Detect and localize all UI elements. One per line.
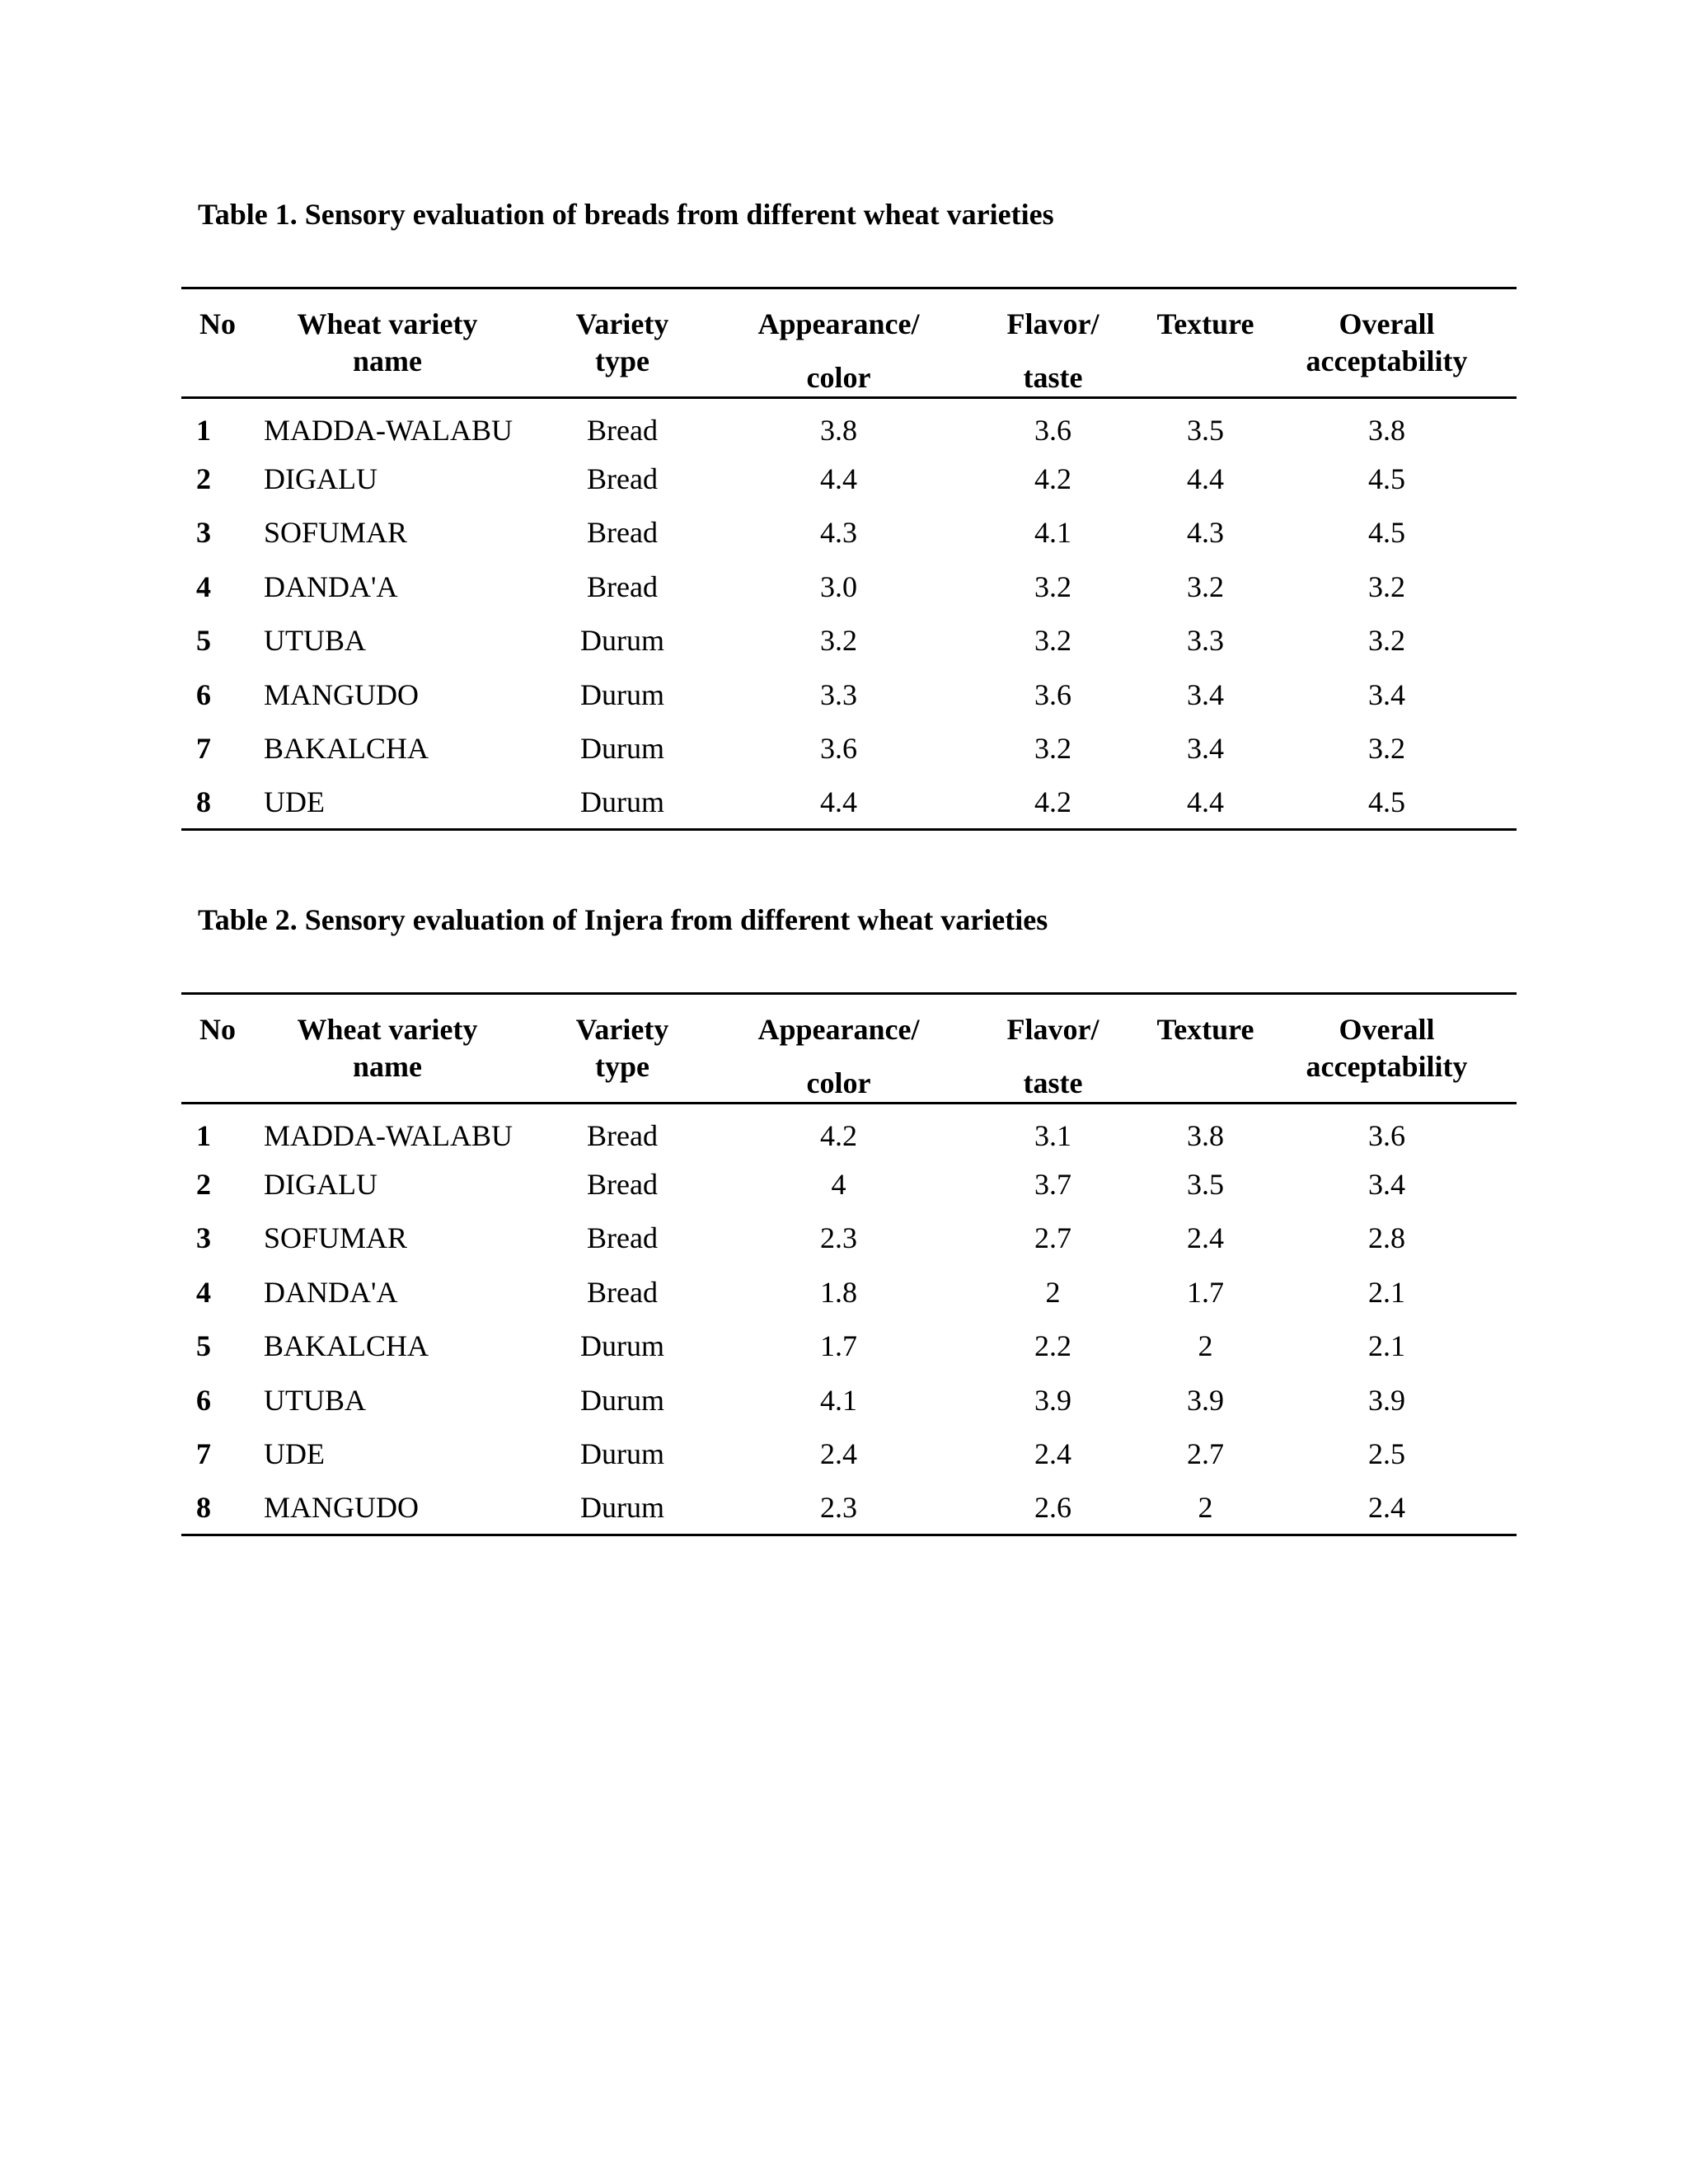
header-no: No (199, 1013, 236, 1046)
header-flavor: Flavor/ taste (1006, 307, 1100, 394)
cell-overall: 3.2 (1368, 624, 1405, 658)
cell-no: 1 (196, 414, 211, 447)
cell-texture: 2 (1198, 1491, 1213, 1524)
cell-no: 5 (196, 624, 211, 658)
cell-variety-name: UTUBA (264, 624, 366, 658)
table-row (181, 452, 1517, 506)
table-row (181, 1319, 1517, 1374)
cell-texture: 4.4 (1187, 462, 1224, 495)
cell-appearance: 3.0 (820, 569, 857, 603)
cell-variety-type: Durum (580, 677, 664, 711)
cell-no: 2 (196, 1167, 211, 1201)
header-row (181, 994, 1517, 1104)
cell-appearance: 4.4 (820, 462, 857, 495)
cell-overall: 2.4 (1368, 1491, 1405, 1524)
cell-overall: 3.6 (1368, 1119, 1405, 1152)
cell-variety-name: BAKALCHA (264, 1329, 429, 1363)
table-1-body (181, 398, 1517, 830)
header-flavor: Flavor/ taste (1006, 1013, 1100, 1099)
cell-overall: 3.2 (1368, 732, 1405, 766)
cell-variety-name: DANDA'A (264, 569, 398, 603)
cell-variety-type: Bread (587, 569, 658, 603)
header-overall: Overall acceptability (1306, 1013, 1468, 1083)
cell-texture: 3.4 (1187, 677, 1224, 711)
cell-texture: 2.4 (1187, 1221, 1224, 1255)
table-1-header (181, 288, 1517, 398)
cell-flavor: 3.2 (1034, 732, 1071, 766)
cell-overall: 2.1 (1368, 1329, 1405, 1363)
cell-texture: 2.7 (1187, 1437, 1224, 1471)
cell-variety-type: Bread (587, 1221, 658, 1255)
cell-overall: 3.2 (1368, 569, 1405, 603)
table-2-body (181, 1104, 1517, 1535)
cell-variety-type: Durum (580, 624, 664, 658)
cell-flavor: 2.4 (1034, 1437, 1071, 1471)
cell-texture: 3.5 (1187, 1167, 1224, 1201)
cell-texture: 3.8 (1187, 1119, 1224, 1152)
cell-variety-name: DIGALU (264, 1167, 377, 1201)
cell-no: 7 (196, 1437, 211, 1471)
table-row (181, 506, 1517, 560)
cell-overall: 2.5 (1368, 1437, 1405, 1471)
cell-overall: 3.4 (1368, 1167, 1405, 1201)
cell-variety-type: Bread (587, 414, 658, 447)
cell-flavor: 3.6 (1034, 414, 1071, 447)
table-1-caption: Table 1. Sensory evaluation of breads from different wheat varieties (198, 198, 1054, 231)
cell-flavor: 2.2 (1034, 1329, 1071, 1363)
cell-variety-name: DANDA'A (264, 1275, 398, 1309)
cell-flavor: 4.2 (1034, 785, 1071, 818)
cell-variety-name: MANGUDO (264, 677, 419, 711)
table-row (181, 1157, 1517, 1212)
cell-no: 8 (196, 785, 211, 818)
cell-variety-type: Durum (580, 785, 664, 818)
table-row (181, 1373, 1517, 1427)
cell-no: 5 (196, 1329, 211, 1363)
cell-no: 1 (196, 1119, 211, 1152)
header-texture: Texture (1156, 1013, 1254, 1046)
table-2 (181, 992, 1517, 1536)
cell-flavor: 3.1 (1034, 1119, 1071, 1152)
cell-overall: 3.9 (1368, 1383, 1405, 1417)
cell-appearance: 4.3 (820, 516, 857, 550)
table-row (181, 1104, 1517, 1158)
header-variety-name: Wheat variety name (297, 1013, 478, 1083)
cell-appearance: 4.1 (820, 1383, 857, 1417)
header-appearance: Appearance/ color (757, 307, 920, 394)
header-variety-type: Variety type (575, 1013, 669, 1083)
table-row (181, 1265, 1517, 1319)
cell-overall: 4.5 (1368, 462, 1405, 495)
cell-no: 8 (196, 1491, 211, 1524)
cell-appearance: 3.8 (820, 414, 857, 447)
cell-no: 4 (196, 569, 211, 603)
table-row (181, 1427, 1517, 1482)
cell-variety-name: SOFUMAR (264, 516, 408, 550)
header-row (181, 288, 1517, 398)
cell-no: 2 (196, 462, 211, 495)
table-row (181, 722, 1517, 776)
table-row (181, 776, 1517, 830)
cell-flavor: 2 (1045, 1275, 1061, 1309)
cell-variety-type: Durum (580, 1329, 664, 1363)
cell-texture: 3.3 (1187, 624, 1224, 658)
cell-flavor: 2.6 (1034, 1491, 1071, 1524)
cell-no: 3 (196, 516, 211, 550)
cell-variety-name: SOFUMAR (264, 1221, 408, 1255)
cell-appearance: 1.7 (820, 1329, 857, 1363)
cell-texture: 3.4 (1187, 732, 1224, 766)
cell-overall: 2.1 (1368, 1275, 1405, 1309)
cell-variety-name: DIGALU (264, 462, 377, 495)
cell-variety-type: Bread (587, 1167, 658, 1201)
cell-variety-name: BAKALCHA (264, 732, 429, 766)
cell-flavor: 4.2 (1034, 462, 1071, 495)
cell-no: 4 (196, 1275, 211, 1309)
table-2-header (181, 994, 1517, 1104)
cell-flavor: 3.9 (1034, 1383, 1071, 1417)
cell-variety-type: Bread (587, 516, 658, 550)
cell-flavor: 3.2 (1034, 624, 1071, 658)
cell-texture: 3.2 (1187, 569, 1224, 603)
cell-texture: 3.5 (1187, 414, 1224, 447)
cell-flavor: 2.7 (1034, 1221, 1071, 1255)
cell-appearance: 3.3 (820, 677, 857, 711)
cell-appearance: 2.3 (820, 1491, 857, 1524)
cell-texture: 4.4 (1187, 785, 1224, 818)
header-texture: Texture (1156, 307, 1254, 340)
cell-no: 6 (196, 677, 211, 711)
header-appearance: Appearance/ color (757, 1013, 920, 1099)
table-row (181, 398, 1517, 452)
cell-variety-name: UDE (264, 785, 325, 818)
cell-variety-name: UTUBA (264, 1383, 366, 1417)
cell-no: 6 (196, 1383, 211, 1417)
cell-variety-type: Durum (580, 1437, 664, 1471)
cell-overall: 4.5 (1368, 516, 1405, 550)
cell-appearance: 3.6 (820, 732, 857, 766)
cell-appearance: 4.4 (820, 785, 857, 818)
table-row (181, 614, 1517, 668)
table-row (181, 1212, 1517, 1266)
cell-overall: 3.4 (1368, 677, 1405, 711)
cell-variety-type: Bread (587, 462, 658, 495)
cell-variety-name: UDE (264, 1437, 325, 1471)
cell-variety-name: MADDA-WALABU (264, 1119, 513, 1152)
cell-overall: 4.5 (1368, 785, 1405, 818)
header-variety-type: Variety type (575, 307, 669, 377)
header-no: No (199, 307, 236, 340)
cell-appearance: 4.2 (820, 1119, 857, 1152)
cell-overall: 2.8 (1368, 1221, 1405, 1255)
table-1 (181, 287, 1517, 831)
cell-appearance: 1.8 (820, 1275, 857, 1309)
table-row (181, 668, 1517, 722)
cell-no: 3 (196, 1221, 211, 1255)
cell-texture: 3.9 (1187, 1383, 1224, 1417)
cell-texture: 1.7 (1187, 1275, 1224, 1309)
header-overall: Overall acceptability (1306, 307, 1468, 377)
table-row (181, 560, 1517, 614)
table-2-caption: Table 2. Sensory evaluation of Injera from different wheat varieties (198, 903, 1048, 936)
cell-flavor: 3.2 (1034, 569, 1071, 603)
table-row (181, 1481, 1517, 1535)
cell-texture: 2 (1198, 1329, 1213, 1363)
cell-variety-type: Durum (580, 1491, 664, 1524)
cell-flavor: 4.1 (1034, 516, 1071, 550)
cell-appearance: 4 (831, 1167, 846, 1201)
cell-appearance: 2.4 (820, 1437, 857, 1471)
cell-appearance: 3.2 (820, 624, 857, 658)
cell-flavor: 3.6 (1034, 677, 1071, 711)
cell-variety-type: Bread (587, 1119, 658, 1152)
header-variety-name: Wheat variety name (297, 307, 478, 377)
cell-appearance: 2.3 (820, 1221, 857, 1255)
cell-variety-type: Durum (580, 732, 664, 766)
cell-texture: 4.3 (1187, 516, 1224, 550)
cell-flavor: 3.7 (1034, 1167, 1071, 1201)
cell-variety-type: Durum (580, 1383, 664, 1417)
cell-overall: 3.8 (1368, 414, 1405, 447)
cell-no: 7 (196, 732, 211, 766)
cell-variety-name: MADDA-WALABU (264, 414, 513, 447)
cell-variety-type: Bread (587, 1275, 658, 1309)
cell-variety-name: MANGUDO (264, 1491, 419, 1524)
